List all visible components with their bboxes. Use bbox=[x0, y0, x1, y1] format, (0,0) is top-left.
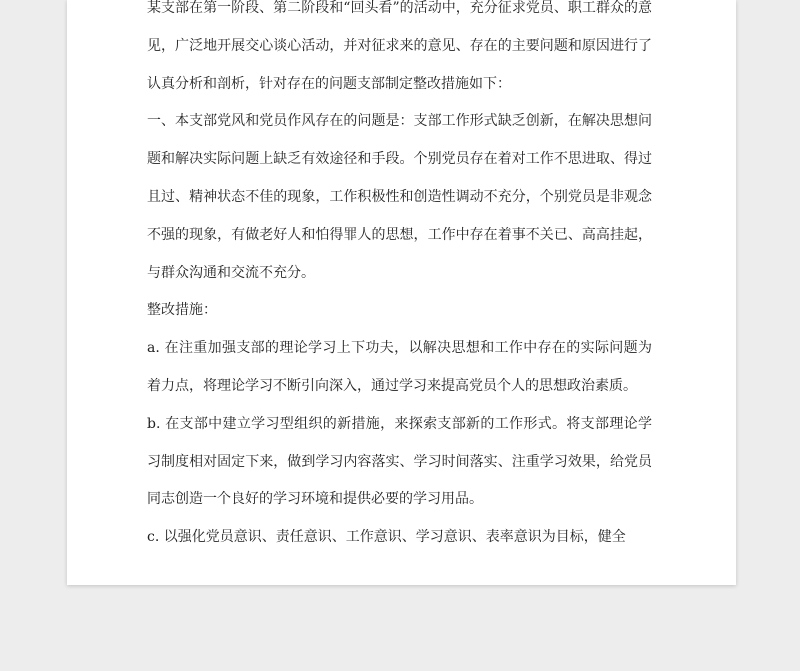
problem-paragraph: 一、本支部党风和党员作风存在的问题是：支部工作形式缺乏创新，在解决思想问题和解决实际问题上缺乏有效途径和手段。个别党员存在着对工作不思进取、得过且过、精神状态不佳的现象，工作积极性和创造性调动不充分，个别党员是非观念不强的现象，有做老好人和怕得罪人的思想，工作中存在着事不关已、高高挂起，与群众沟通和交流不充分。 bbox=[147, 113, 652, 281]
document-page bbox=[67, 0, 736, 585]
measure-b-paragraph: b. 在支部中建立学习型组织的新措施，来探索支部新的工作形式。将支部理论学习制度相对固定下来，做到学习内容落实、学习时间落实、注重学习效果，给党员同志创造一个良好的学习环境和提供必要的学习用品。 bbox=[147, 415, 652, 508]
document-body bbox=[147, 0, 652, 557]
measure-c-paragraph: c. 以强化党员意识、责任意识、工作意识、学习意识、表率意识为目标，健全 bbox=[147, 529, 626, 546]
intro-paragraph: 某支部在第一阶段、第二阶段和“回头看”的活动中，充分征求党员、职工群众的意见，广泛地开展交心谈心活动，并对征求来的意见、存在的主要问题和原因进行了认真分析和剖析，针对存在的问题支部制定整改措施如下： bbox=[147, 0, 652, 92]
measures-heading: 整改措施： bbox=[147, 302, 217, 319]
measure-a-paragraph: a. 在注重加强支部的理论学习上下功夫，以解决思想和工作中存在的实际问题为着力点，将理论学习不断引向深入，通过学习来提高党员个人的思想政治素质。 bbox=[147, 340, 652, 394]
